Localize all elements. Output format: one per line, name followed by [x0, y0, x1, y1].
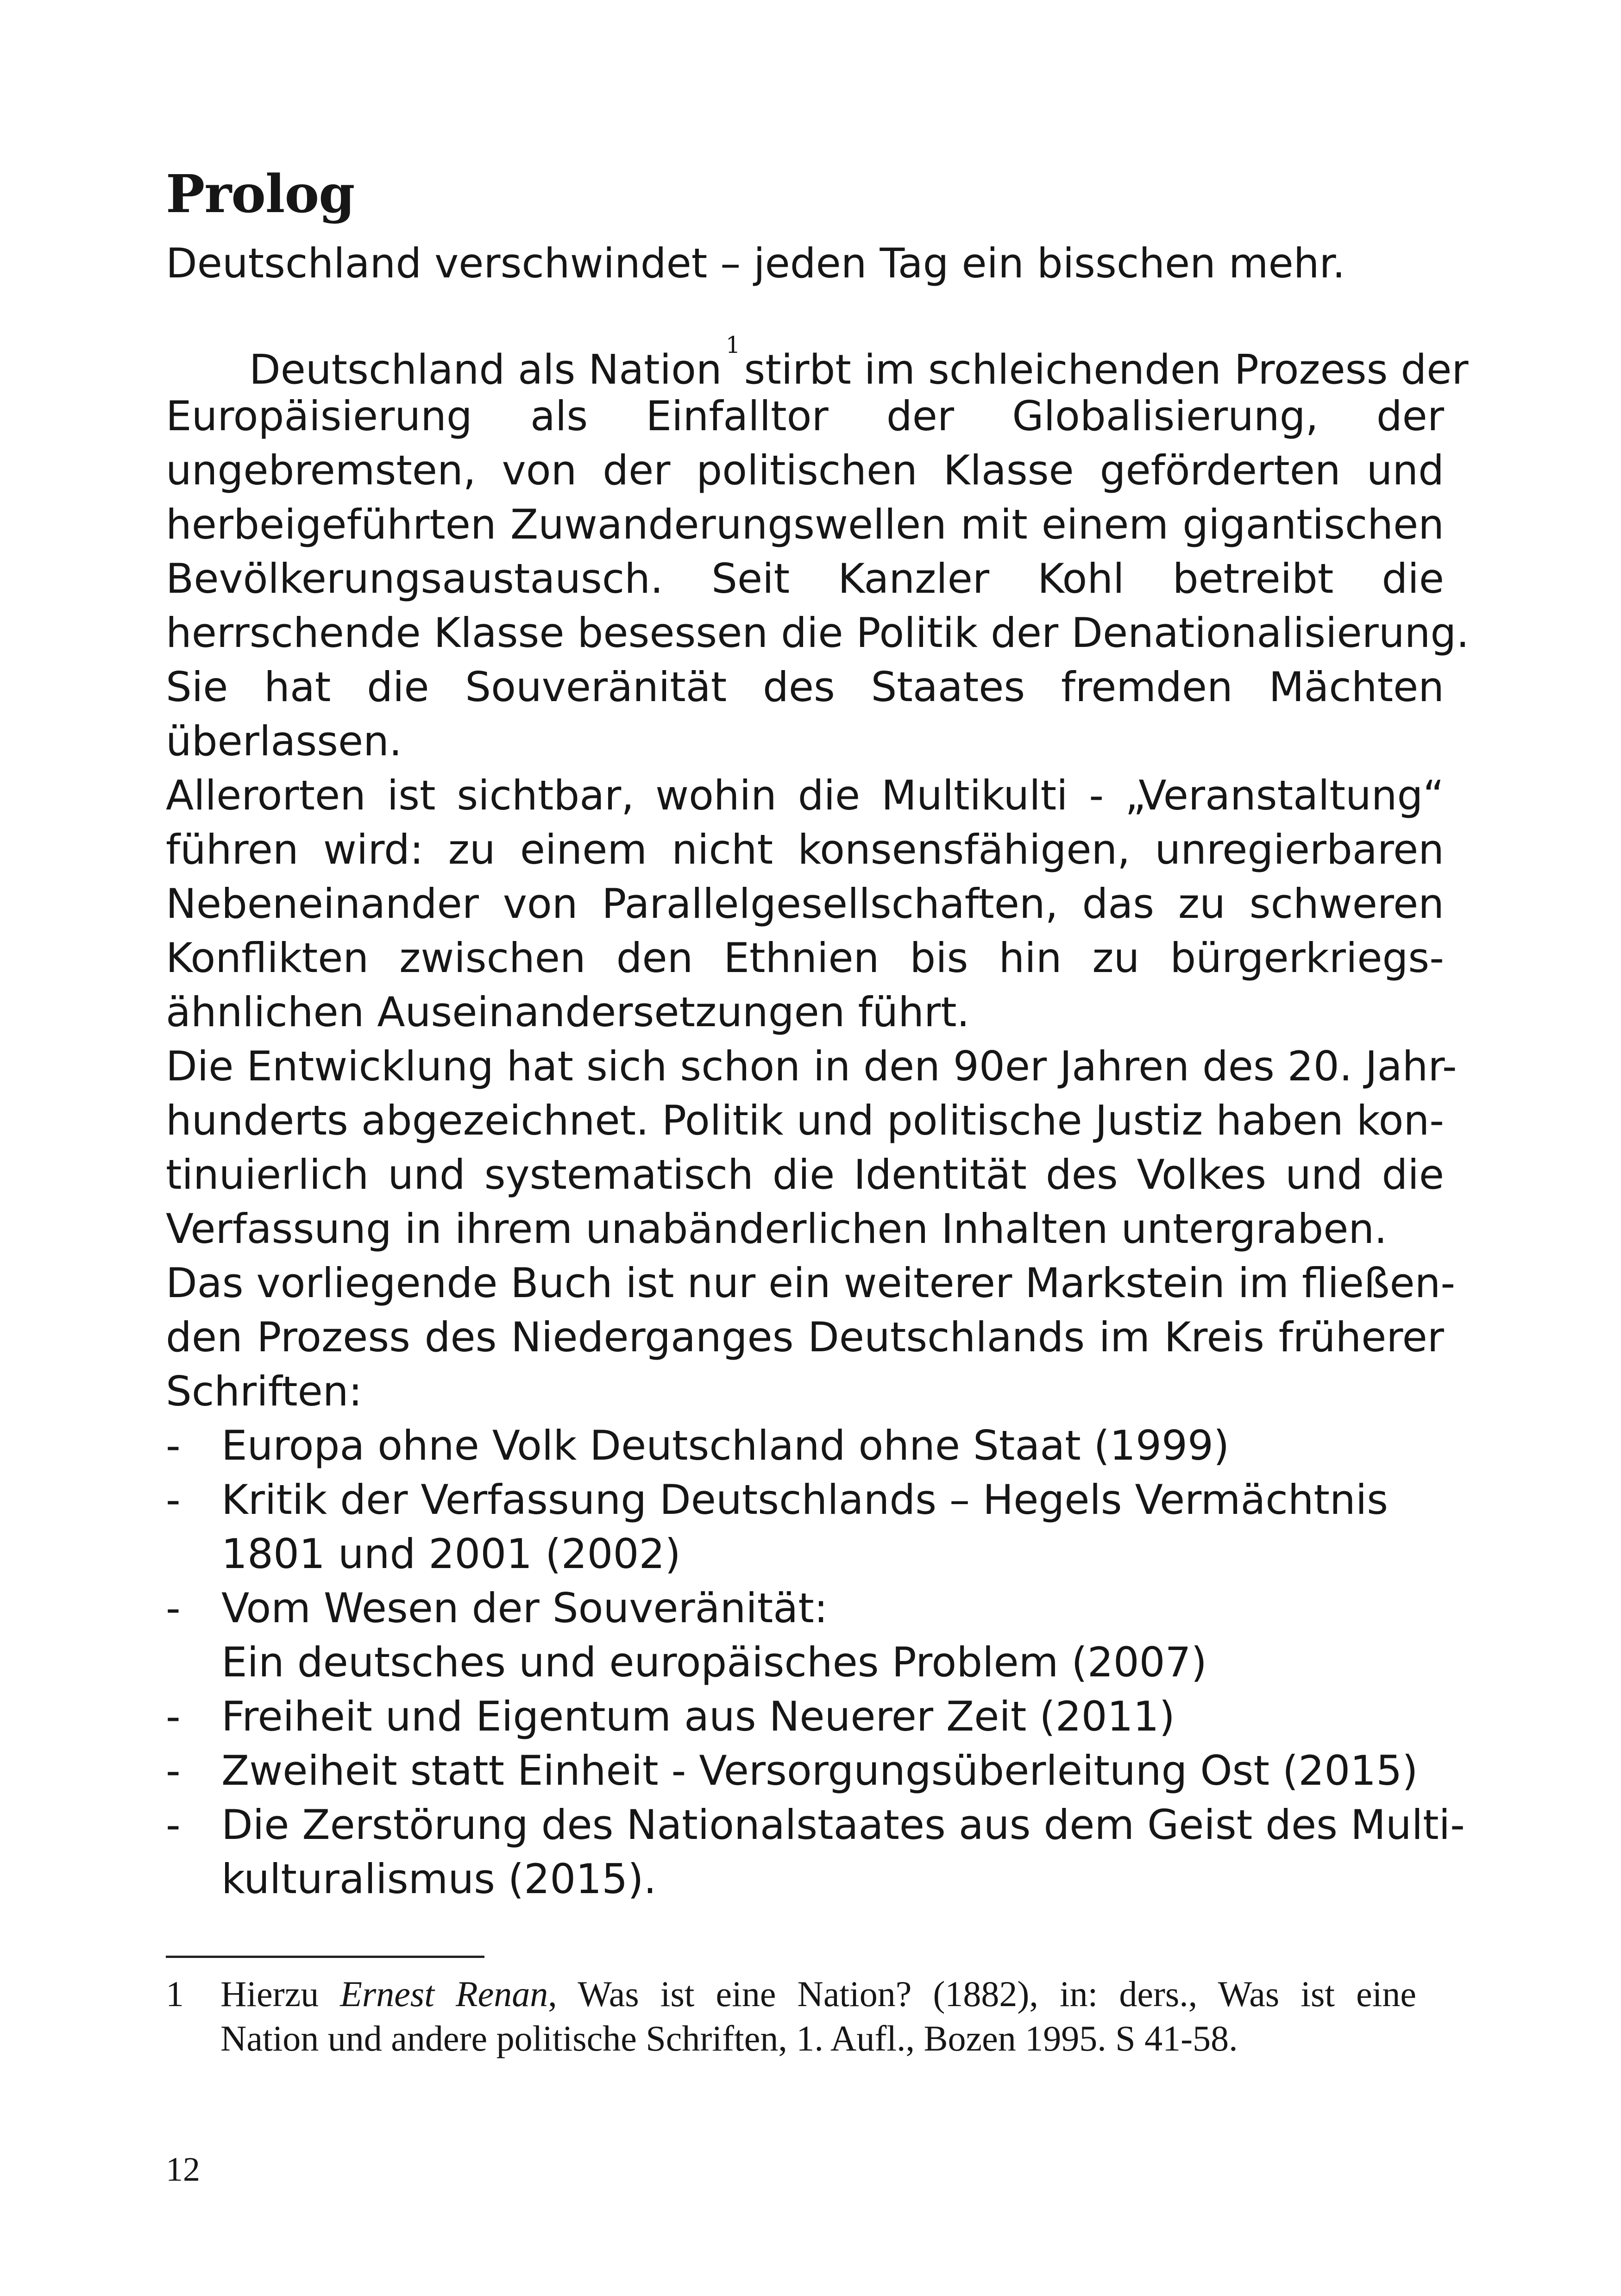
- text-line: führen wird: zu einem nicht konsensfähigen, unregierbaren: [166, 826, 1444, 873]
- text-line: tinuierlich und systematisch die Identität des Volkes und die: [166, 1151, 1444, 1198]
- list-item-text: Europa ohne Volk Deutschland ohne Staat (1999): [221, 1422, 1230, 1469]
- paragraph-2: [166, 768, 1444, 1039]
- list-dash: -: [166, 1476, 181, 1524]
- footnote-line-1: Hierzu Ernest Renan, Was ist eine Nation? (1882), in: ders., Was ist eine: [220, 1974, 1416, 2014]
- footnote-number: 1: [166, 1974, 184, 2014]
- text-line: Allerorten ist sichtbar, wohin die Multikulti - „Veranstaltung“: [166, 772, 1444, 819]
- list-dash: -: [166, 1801, 181, 1849]
- list-item-text: Ein deutsches und europäisches Problem (2007): [221, 1638, 1207, 1686]
- text-line: Bevölkerungsaustausch. Seit Kanzler Kohl betreibt die: [166, 555, 1444, 602]
- text-line: Die Entwicklung hat sich schon in den 90er Jahren des 20. Jahr-: [166, 1042, 1457, 1090]
- list-item-text: Freiheit und Eigentum aus Neuerer Zeit (2011): [221, 1693, 1175, 1740]
- list-item-text: Zweiheit statt Einheit - Versorgungsüberleitung Ost (2015): [221, 1747, 1418, 1794]
- paragraph-4: [166, 1256, 1456, 1418]
- list-item-text: 1801 und 2001 (2002): [221, 1530, 681, 1578]
- list-item-text: kulturalismus (2015).: [221, 1855, 657, 1903]
- list-dash: -: [166, 1584, 181, 1632]
- paragraph-1: [166, 332, 1470, 768]
- paragraph-3: [166, 1039, 1457, 1256]
- footnote-reference[interactable]: 1: [725, 332, 741, 358]
- text-line: ähnlichen Auseinandersetzungen führt.: [166, 988, 970, 1036]
- text-line: hunderts abgezeichnet. Politik und politische Justiz haben kon-: [166, 1097, 1444, 1144]
- text-line: den Prozess des Niederganges Deutschlands im Kreis früherer: [166, 1313, 1444, 1361]
- list-dash: -: [166, 1693, 181, 1740]
- chapter-heading: Prolog: [166, 164, 355, 225]
- text-line: herbeigeführten Zuwanderungswellen mit einem gigantischen: [166, 501, 1444, 548]
- text-line: Sie hat die Souveränität des Staates fremden Mächten: [166, 663, 1444, 711]
- footnote-divider: [166, 1956, 484, 1958]
- paragraph-1-line-1: Deutschland als Nation$^1$stirbt im schleichenden Prozess der: [249, 332, 1469, 394]
- list-dash: -: [166, 1422, 181, 1469]
- text-line: herrschende Klasse besessen die Politik der Denationalisierung.: [166, 609, 1470, 657]
- text-line: überlassen.: [166, 717, 402, 765]
- text-line: Konflikten zwischen den Ethnien bis hin zu bürgerkriegs-: [166, 934, 1444, 982]
- footnote-line-2: Nation und andere politische Schriften, 1. Aufl., Bozen 1995. S 41-58.: [220, 2018, 1238, 2058]
- text-line: Verfassung in ihrem unabänderlichen Inhalten untergraben.: [166, 1205, 1388, 1253]
- list-item-text: Die Zerstörung des Nationalstaates aus dem Geist des Multi-: [221, 1801, 1465, 1849]
- text-line: Nebeneinander von Parallelgesellschaften, das zu schweren: [166, 880, 1444, 928]
- chapter-subtitle: Deutschland verschwindet – jeden Tag ein bisschen mehr.: [166, 239, 1345, 287]
- page-number: 12: [166, 2151, 200, 2189]
- list-dash: -: [166, 1747, 181, 1794]
- text-line: ungebremsten, von der politischen Klasse geförderten und: [166, 446, 1444, 494]
- list-item-text: Vom Wesen der Souveränität:: [221, 1584, 828, 1632]
- list-item-text: Kritik der Verfassung Deutschlands – Hegels Vermächtnis: [221, 1476, 1389, 1524]
- text-line: Das vorliegende Buch ist nur ein weiterer Markstein im fließen-: [166, 1259, 1456, 1307]
- footnote-author: Ernest Renan: [340, 1974, 548, 2014]
- text-line: Europäisierung als Einfalltor der Globalisierung, der: [166, 392, 1444, 440]
- text-line: Schriften:: [166, 1368, 363, 1415]
